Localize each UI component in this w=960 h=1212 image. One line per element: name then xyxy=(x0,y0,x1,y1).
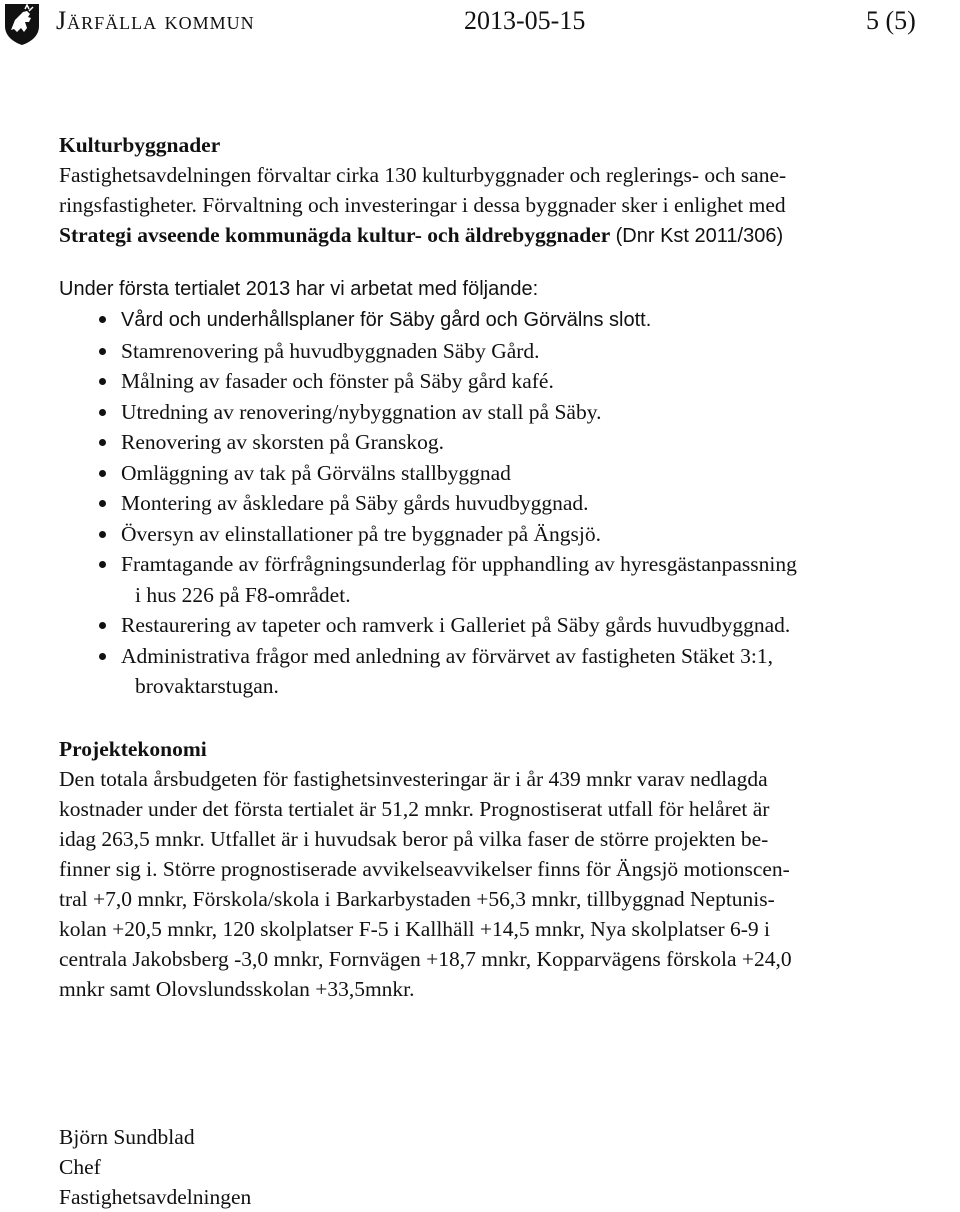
strategy-title: Strategi avseende kommunägda kultur- och äldrebyggnader xyxy=(59,223,611,247)
economy-line: idag 263,5 mnkr. Utfallet är i huvudsak beror på vilka faser de större projekten be- xyxy=(59,826,769,851)
task-list xyxy=(59,304,959,702)
bullet-icon xyxy=(99,409,106,416)
economy-line: centrala Jakobsberg -3,0 mnkr, Fornvägen +18,7 mnkr, Kopparvägens förskola +24,0 xyxy=(59,946,792,971)
economy-line: Den totala årsbudgeten för fastighetsinvesteringar är i år 439 mnkr varav nedlagda xyxy=(59,766,768,791)
signer-title: Chef xyxy=(59,1155,101,1179)
signer-name: Björn Sundblad xyxy=(59,1125,195,1149)
list-item: Utredning av renovering/nybyggnation av stall på Säby. xyxy=(59,397,959,428)
bullet-icon xyxy=(99,316,106,323)
bullet-icon xyxy=(99,348,106,355)
list-item: Framtagande av förfrågningsunderlag för upphandling av hyresgästanpassning i hus 226 på F8-området. xyxy=(59,549,959,610)
work-lead-text: Under första tertialet 2013 har vi arbetat med följande: xyxy=(59,278,539,300)
municipal-crest-icon xyxy=(3,2,41,46)
list-item: Montering av åskledare på Säby gårds huvudbyggnad. xyxy=(59,488,959,519)
bullet-icon xyxy=(99,561,106,568)
list-item: Målning av fasader och fönster på Säby gård kafé. xyxy=(59,366,959,397)
intro-line: ringsfastigheter. Förvaltning och investeringar i dessa byggnader sker i enlighet med xyxy=(59,193,786,217)
section-heading-economy: Projektekonomi xyxy=(59,736,207,761)
list-item: Administrativa frågor med anledning av förvärvet av fastigheten Stäket 3:1, brovaktarstugan. xyxy=(59,641,959,702)
list-item: Översyn av elinstallationer på tre byggnader på Ängsjö. xyxy=(59,519,959,550)
page-header xyxy=(0,0,960,50)
strategy-reference xyxy=(59,220,959,251)
economy-line: finner sig i. Större prognostiserade avvikelseavvikelser finns för Ängsjö motionscen- xyxy=(59,856,790,881)
signer-department: Fastighetsavdelningen xyxy=(59,1185,252,1209)
economy-text xyxy=(59,764,959,1004)
document-date: 2013-05-15 xyxy=(464,6,586,35)
list-item: Restaurering av tapeter och ramverk i Galleriet på Säby gårds huvudbyggnad. xyxy=(59,610,959,641)
section-heading-culture: Kulturbyggnader xyxy=(59,133,221,157)
strategy-dnr: (Dnr Kst 2011/306) xyxy=(615,225,784,247)
bullet-icon xyxy=(99,439,106,446)
bullet-icon xyxy=(99,378,106,385)
bullet-icon xyxy=(99,531,106,538)
economy-line: tral +7,0 mnkr, Förskola/skola i Barkarbystaden +56,3 mnkr, tillbyggnad Neptunis- xyxy=(59,886,775,911)
bullet-icon xyxy=(99,470,106,477)
list-item: Stamrenovering på huvudbyggnaden Säby Gård. xyxy=(59,336,959,367)
intro-line: Fastighetsavdelningen förvaltar cirka 130 kulturbyggnader och reglerings- och sane- xyxy=(59,163,787,187)
list-item: Omläggning av tak på Görvälns stallbyggnad xyxy=(59,458,959,489)
organization-name: Järfälla kommun xyxy=(56,6,255,35)
economy-section xyxy=(59,734,959,1004)
page-number: 5 (5) xyxy=(866,6,916,35)
signature-block xyxy=(59,1122,251,1212)
economy-line: mnkr samt Olovslundsskolan +33,5mnkr. xyxy=(59,976,415,1001)
bullet-icon xyxy=(99,653,106,660)
bullet-icon xyxy=(99,500,106,507)
culture-intro xyxy=(59,160,959,220)
list-item: Vård och underhållsplaner för Säby gård och Görvälns slott. xyxy=(59,304,959,336)
economy-line: kolan +20,5 mnkr, 120 skolplatser F-5 i Kallhäll +14,5 mnkr, Nya skolplatser 6-9 i xyxy=(59,916,771,941)
economy-line: kostnader under det första tertialet är 51,2 mnkr. Prognostiserat utfall för helåret är xyxy=(59,796,770,821)
document-body xyxy=(59,130,959,1004)
bullet-icon xyxy=(99,622,106,629)
list-item: Renovering av skorsten på Granskog. xyxy=(59,427,959,458)
